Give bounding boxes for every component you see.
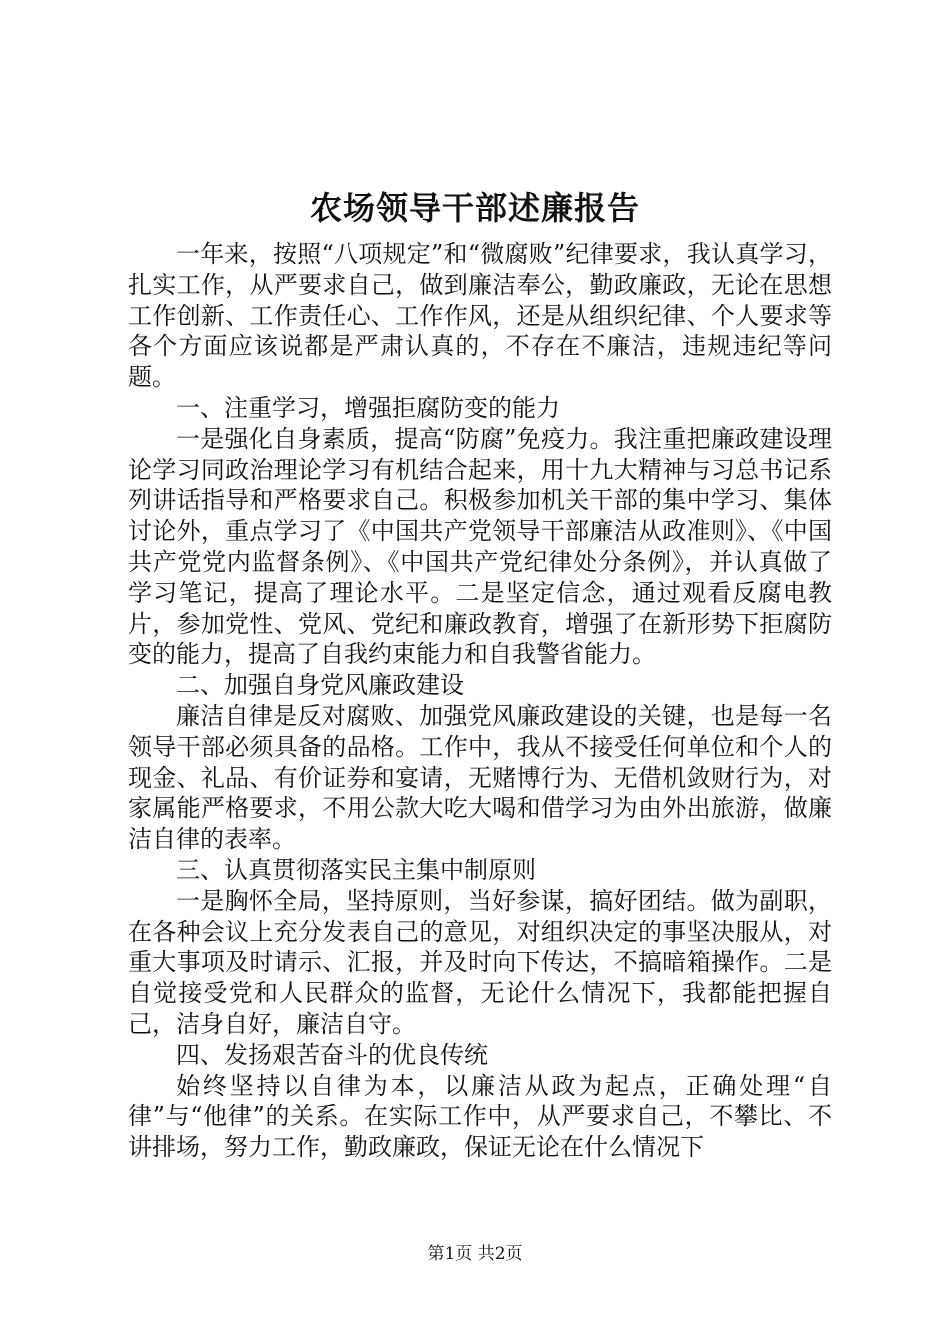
paragraph-section-1: 一是强化自身素质，提高“防腐”免疫力。我注重把廉政建设理论学习同政治理论学习有机结合起来，用十九大精神与习总书记系列讲话指导和严格要求自己。积极参加机关干部的集中学习、集体讨论外，重点学习了《中国共产党领导干部廉洁从政准则》、《中国共产党党内监督条例》、《中国共产党纪律处分条例》，并认真做了学习笔记，提高了理论水平。二是坚定信念，通过观看反腐电教片，参加党性、党风、党纪和廉政教育，增强了在新形势下拒腐防变的能力，提高了自我约束能力和自我警省能力。 xyxy=(128,424,832,669)
paragraph-intro: 一年来，按照“八项规定”和“微腐败”纪律要求，我认真学习，扎实工作，从严要求自己，做到廉洁奉公，勤政廉政，无论在思想工作创新、工作责任心、工作作风，还是从组织纪律、个人要求等各个方面应该说都是严肃认真的，不存在不廉洁，违规违纪等问题。 xyxy=(128,240,832,392)
section-heading-1: 一、注重学习，增强拒腐防变的能力 xyxy=(176,393,560,422)
section-heading-4: 四、发扬艰苦奋斗的优良传统 xyxy=(176,1040,488,1069)
paragraph-section-4: 始终坚持以自律为本，以廉洁从政为起点，正确处理“自律”与“他律”的关系。在实际工作中，从严要求自己，不攀比、不讲排场，努力工作，勤政廉政，保证无论在什么情况下 xyxy=(128,1071,832,1162)
document-body xyxy=(128,239,832,1163)
section-heading-3: 三、认真贯彻落实民主集中制原则 xyxy=(176,855,536,884)
document-title: 农场领导干部述廉报告 xyxy=(309,189,640,227)
section-heading-2: 二、加强自身党风廉政建设 xyxy=(176,671,464,700)
paragraph-section-2: 廉洁自律是反对腐败、加强党风廉政建设的关键，也是每一名领导干部必须具备的品格。工作中，我从不接受任何单位和个人的现金、礼品、有价证券和宴请，无赌博行为、无借机敛财行为，对家属能严格要求，不用公款大吃大喝和借学习为由外出旅游，做廉洁自律的表率。 xyxy=(128,701,832,854)
page-footer: 第1页 共2页 xyxy=(427,1244,523,1264)
paragraph-section-3: 一是胸怀全局，坚持原则，当好参谋，搞好团结。做为副职，在各种会议上充分发表自己的意见，对组织决定的事坚决服从，对重大事项及时请示、汇报，并及时向下传达，不搞暗箱操作。二是自觉接受党和人民群众的监督，无论什么情况下，我都能把握自己，洁身自好，廉洁自守。 xyxy=(128,886,832,1038)
